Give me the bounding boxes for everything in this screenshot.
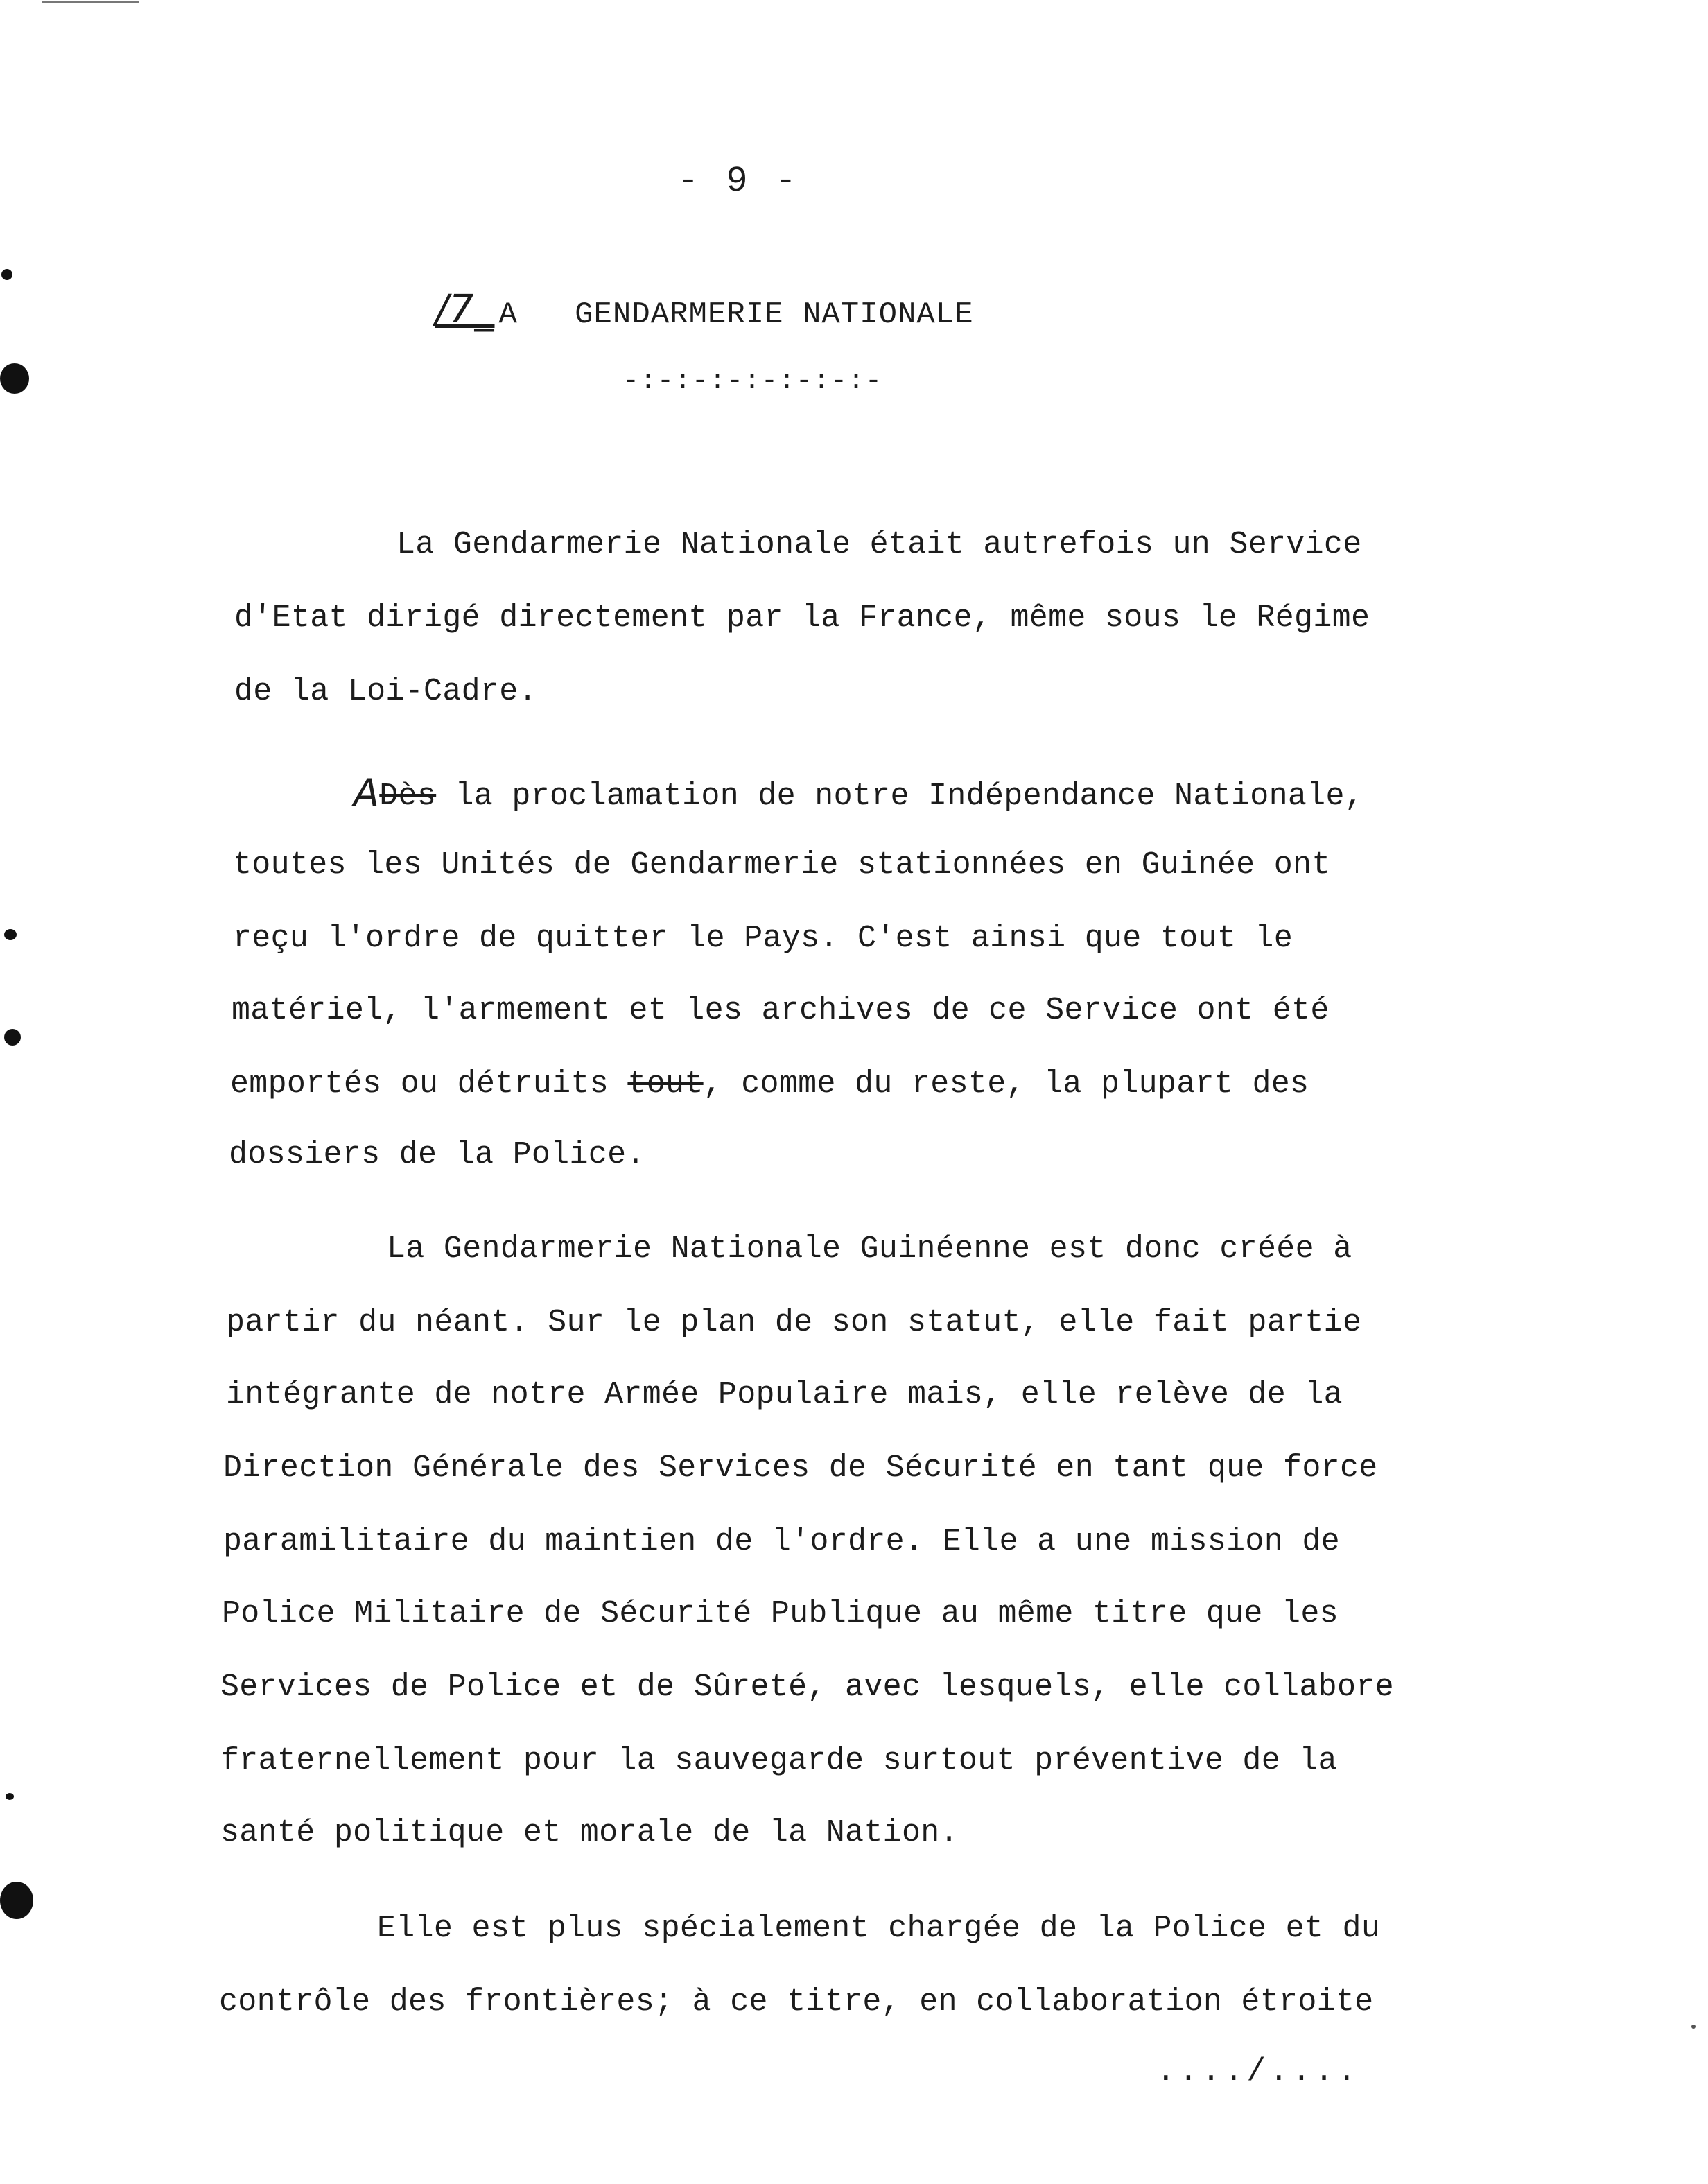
handwritten-correction: A [354,771,380,815]
scan-edge-mark [42,1,139,3]
section-heading [435,287,974,332]
paragraph-3-line-7: Services de Police et de Sûreté, avec lesquels, elle collabore [220,1670,1394,1705]
paragraph-1-line-1: La Gendarmerie Nationale était autrefois un Service [397,527,1362,562]
paragraph-2-line-2: toutes les Unités de Gendarmerie stationnées en Guinée ont [233,847,1331,883]
line-5-before: emportés ou détruits [230,1066,628,1102]
paragraph-4-line-1: Elle est plus spécialement chargée de la Police et du [377,1911,1381,1946]
paragraph-2-line-5 [230,1066,1309,1102]
punch-hole [0,363,29,394]
paragraph-4-line-2: contrôle des frontières; à ce titre, en collaboration étroite [219,1984,1374,2020]
paragraph-3-line-9: santé politique et morale de la Nation. [220,1815,959,1851]
paragraph-1-line-3: de la Loi-Cadre. [234,674,537,709]
paragraph-3-line-8: fraternellement pour la sauvegarde surtout préventive de la [220,1743,1337,1778]
paragraph-2-line-1-text: la proclamation de notre Indépendance Nationale, [436,779,1364,814]
punch-hole [1,269,12,280]
paragraph-2-line-1 [354,770,1363,814]
heading-separator: -:-:-:-:-:-:-:- [622,366,883,397]
page-number: - 9 - [677,161,800,202]
paragraph-3-line-6: Police Militaire de Sécurité Publique au même titre que les [222,1596,1339,1631]
punch-hole [4,1029,21,1046]
struck-word: Dès [379,779,437,814]
paragraph-3-line-1: La Gendarmerie Nationale Guinéenne est donc créée à [387,1231,1352,1267]
punch-hole [0,1882,33,1919]
paragraph-3-line-4: Direction Générale des Services de Sécurité en tant que force [223,1450,1378,1486]
punch-hole [4,929,17,940]
punch-hole [6,1793,14,1800]
paragraph-1-line-2: d'Etat dirigé directement par la France, même sous le Régime [234,600,1370,636]
paragraph-3-line-2: partir du néant. Sur le plan de son statut, elle fait partie [226,1305,1362,1340]
line-5-after: , comme du reste, la plupart des [703,1066,1309,1102]
paragraph-2-line-6: dossiers de la Police. [229,1137,645,1172]
handwritten-heading-mark: /7_ [435,287,495,332]
paragraph-2-line-4: matériel, l'armement et les archives de ce Service ont été [232,993,1330,1028]
heading-text: A GENDARMERIE NATIONALE [498,297,974,332]
paragraph-3-line-5: paramilitaire du maintien de l'ordre. Elle a une mission de [223,1524,1340,1559]
struck-word: tout [627,1066,704,1102]
paragraph-2-line-3: reçu l'ordre de quitter le Pays. C'est ainsi que tout le [233,921,1293,956]
scan-speck [1691,2025,1696,2029]
paragraph-3-line-3: intégrante de notre Armée Populaire mais, elle relève de la [226,1377,1343,1412]
continuation-marker: ..../.... [1156,2054,1360,2090]
